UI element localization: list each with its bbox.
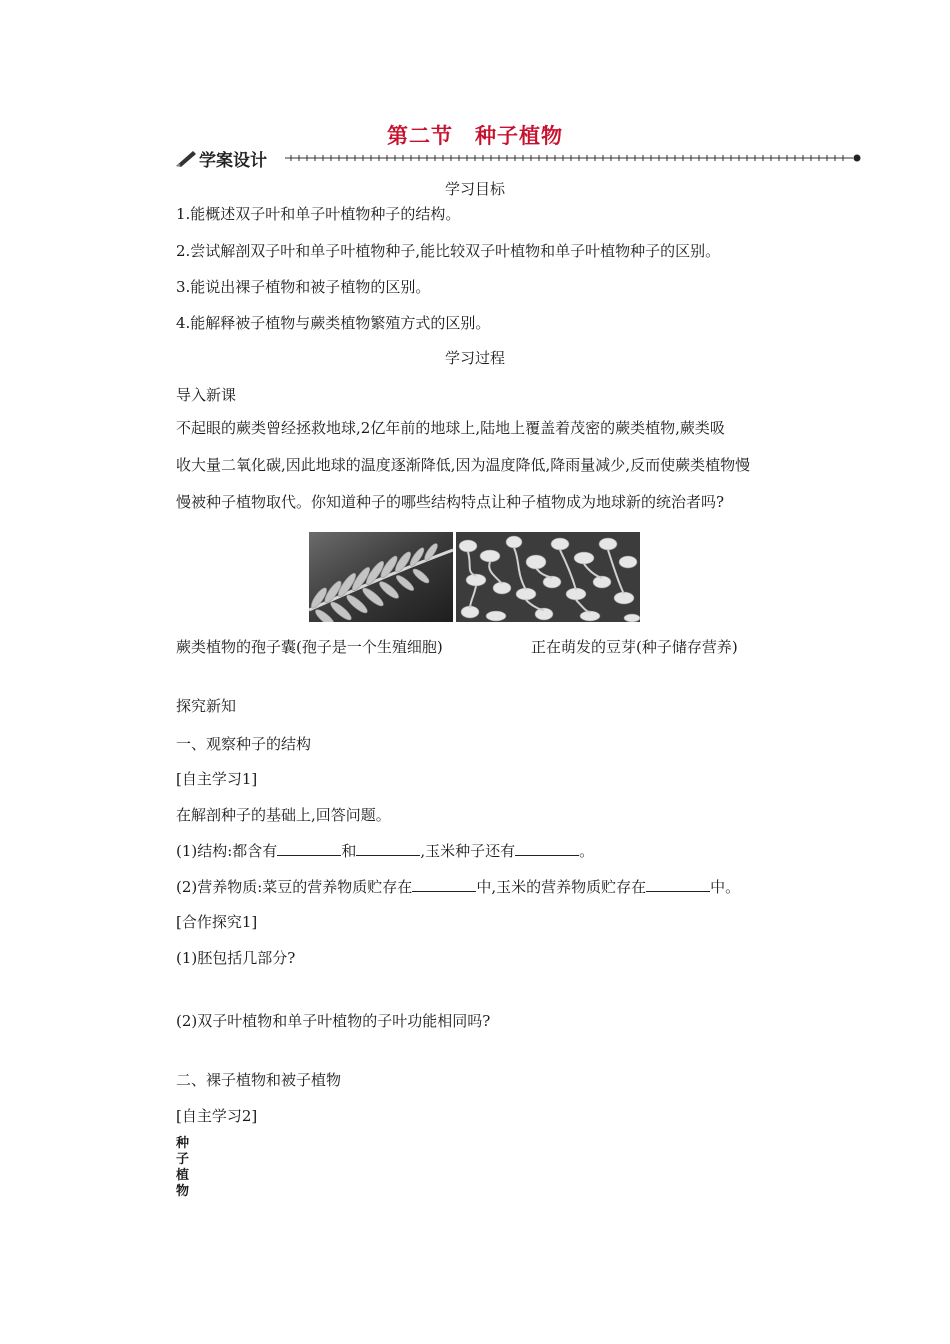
question-text: (2)营养物质:菜豆的营养物质贮存在 <box>176 878 413 896</box>
question-text: 。 <box>579 842 595 860</box>
coop-study-tag: [合作探究1] <box>176 913 258 931</box>
vertical-char: 种 <box>176 1136 190 1151</box>
goal-item: 2.尝试解剖双子叶和单子叶植物种子,能比较双子叶植物和单子叶植物种子的区别。 <box>176 242 721 260</box>
question-text: ,玉米种子还有 <box>420 842 516 860</box>
answer-blank[interactable] <box>515 841 579 856</box>
goals-heading: 学习目标 <box>444 180 505 198</box>
intro-line: 收大量二氧化碳,因此地球的温度逐渐降低,因为温度降低,降雨量减少,反而使蕨类植物慢 <box>176 456 751 474</box>
answer-blank[interactable] <box>277 841 341 856</box>
dotted-divider <box>285 146 865 170</box>
vertical-char: 物 <box>176 1184 190 1199</box>
fern-sporangia-image <box>309 532 453 622</box>
intro-line: 慢被种子植物取代。你知道种子的哪些结构特点让种子植物成为地球新的统治者吗? <box>176 493 725 511</box>
section-banner <box>175 146 865 170</box>
self-study-tag: [自主学习2] <box>176 1107 258 1125</box>
pencil-icon <box>175 148 197 168</box>
section-heading: 二、裸子植物和被子植物 <box>176 1071 342 1089</box>
vertical-char: 植 <box>176 1168 190 1183</box>
self-study-tag: [自主学习1] <box>176 770 258 788</box>
question-structure <box>176 840 594 861</box>
process-heading: 学习过程 <box>444 349 505 367</box>
section-heading: 一、观察种子的结构 <box>176 735 312 753</box>
question-text: 和 <box>341 842 357 860</box>
goal-item: 1.能概述双子叶和单子叶植物种子的结构。 <box>176 205 461 223</box>
question-nutrients <box>176 876 740 897</box>
goal-item: 3.能说出裸子植物和被子植物的区别。 <box>176 278 431 296</box>
question-text: 中,玉米的营养物质贮存在 <box>476 878 647 896</box>
answer-blank[interactable] <box>412 877 476 892</box>
explore-label: 探究新知 <box>176 697 237 715</box>
answer-blank[interactable] <box>646 877 710 892</box>
intro-label: 导入新课 <box>176 386 237 404</box>
goal-item: 4.能解释被子植物与蕨类植物繁殖方式的区别。 <box>176 314 491 332</box>
intro-line: 不起眼的蕨类曾经拯救地球,2亿年前的地球上,陆地上覆盖着茂密的蕨类植物,蕨类吸 <box>176 419 725 437</box>
coop-question: (1)胚包括几部分? <box>176 949 296 967</box>
answer-blank[interactable] <box>356 841 420 856</box>
self-study-prompt: 在解剖种子的基础上,回答问题。 <box>176 806 391 824</box>
fern-caption: 蕨类植物的孢子囊(孢子是一个生殖细胞) <box>176 638 443 656</box>
question-text: (1)结构:都含有 <box>176 842 278 860</box>
sprout-caption: 正在萌发的豆芽(种子储存营养) <box>531 638 738 656</box>
vertical-char: 子 <box>176 1152 190 1167</box>
question-text: 中。 <box>710 878 741 896</box>
bean-sprouts-image <box>456 532 640 622</box>
banner-label: 学案设计 <box>199 151 267 171</box>
coop-question: (2)双子叶植物和单子叶植物的子叶功能相同吗? <box>176 1012 491 1030</box>
vertical-label <box>176 1136 192 1200</box>
page-title: 第二节 种子植物 <box>387 124 563 148</box>
intro-paragraph <box>176 410 816 521</box>
